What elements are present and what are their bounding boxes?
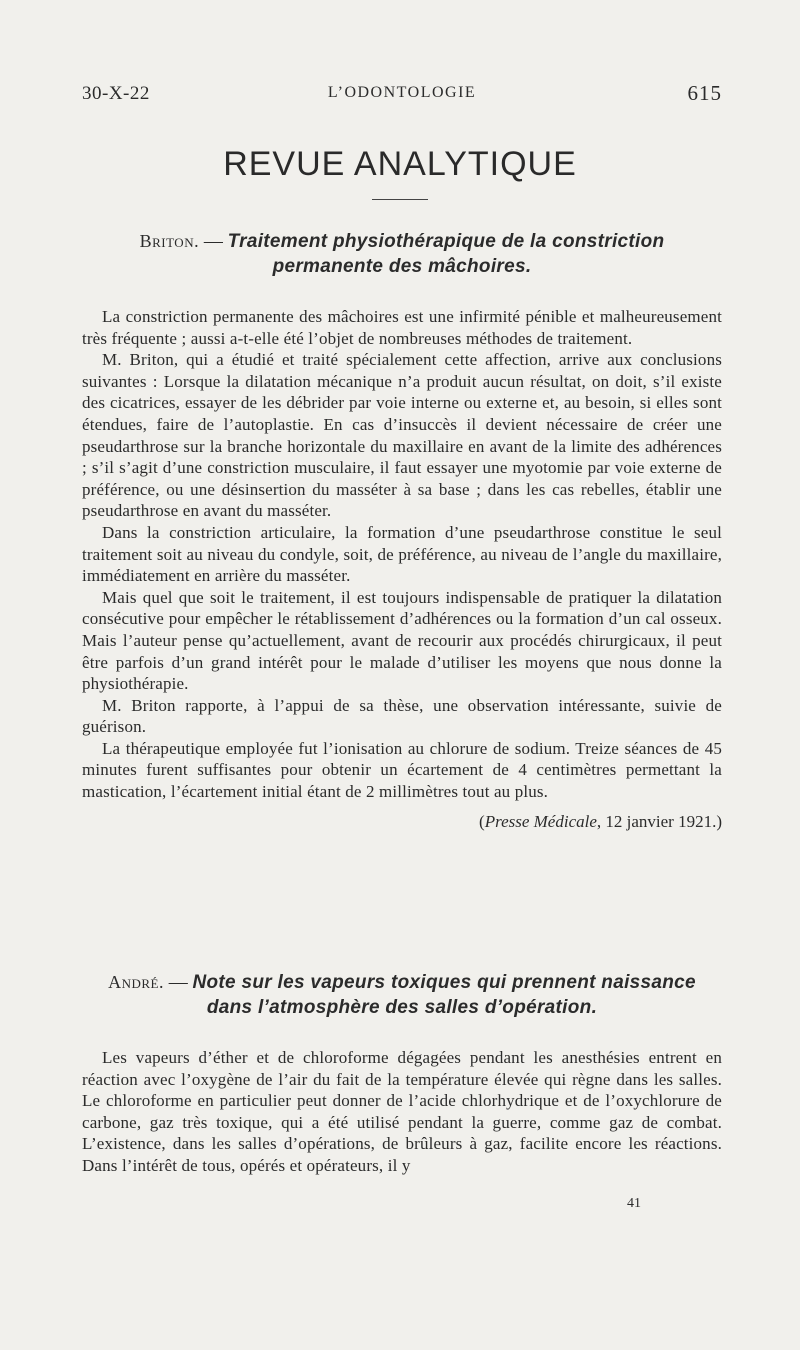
section-title: REVUE ANALYTIQUE bbox=[223, 145, 577, 183]
article-andre bbox=[82, 970, 722, 1177]
article-body bbox=[82, 1047, 722, 1177]
article-author: André. bbox=[108, 972, 164, 992]
article-author: Briton. bbox=[139, 231, 200, 251]
article-heading bbox=[82, 970, 722, 1020]
citation-journal: Presse Médicale bbox=[484, 811, 597, 831]
paragraph: Dans la constriction articulaire, la formation d’une pseudarthrose constitue le seul traitement soit au niveau du condyle, soit, de préférence, au niveau de l’angle du maxillaire, immédiatement en arrière du masséter. bbox=[82, 522, 722, 586]
article-heading-line1 bbox=[82, 229, 722, 254]
paragraph: La constriction permanente des mâchoires est une infirmité pénible et malheureusement très fréquente ; aussi a-t-elle été l’objet de nombreuses méthodes de traitement. bbox=[82, 307, 722, 348]
folio-number: 41 bbox=[627, 1196, 641, 1211]
paragraph: La thérapeutique employée fut l’ionisation au chlorure de sodium. Treize séances de 45 minutes furent suffisantes pour obtenir un écartement de 4 centimètres permettant la mastication, l’écartement initial étant de 2 millimètres tout au plus. bbox=[82, 738, 722, 802]
citation-date: , 12 janvier 1921.) bbox=[596, 811, 722, 831]
page-number: 615 bbox=[687, 81, 722, 105]
paragraph: Mais quel que soit le traitement, il est toujours indispensable de pratiquer la dilatation consécutive pour empêcher le rétablissement d’adhérences ou la formation d’un cal osseux. Mais l’auteur pense qu’actuellement, avant de recourir aux procédés chirurgicaux, il peut être parfois d’un grand intérêt pour le malade d’utiliser les moyens que nous donne la physiothérapie. bbox=[82, 587, 722, 694]
article-heading-line1 bbox=[82, 970, 722, 995]
article-title-line2: dans l’atmosphère des salles d’opération. bbox=[206, 997, 598, 1018]
paragraph: Les vapeurs d’éther et de chloroforme dégagées pendant les anesthésies entrent en réaction avec l’oxygène de l’air du fait de la température élevée qui règne dans les salles. Le chloroforme en particulier peut donner de l’acide chlorhydrique et de l’oxychlorure de carbone, gaz très toxique, qui a été utilisé pendant la guerre, comme gaz de combat. L’existence, dans les salles d’opérations, de brûleurs à gaz, facilite encore les réactions. Dans l’intérêt de tous, opérés et opérateurs, il y bbox=[82, 1048, 722, 1175]
article-title-line1: Note sur les vapeurs toxiques qui prennent naissance bbox=[192, 972, 696, 993]
article-body bbox=[82, 306, 722, 803]
article-briton bbox=[82, 229, 722, 833]
article-title-line2: permanente des mâchoires. bbox=[272, 256, 532, 277]
citation-open: ( bbox=[479, 811, 485, 831]
article-title-line1: Traitement physiothérapique de la constriction bbox=[227, 231, 665, 252]
title-divider bbox=[372, 199, 428, 200]
paragraph: M. Briton rapporte, à l’appui de sa thèse, une observation intéressante, suivie de guérison. bbox=[82, 695, 722, 737]
journal-name: L’ODONTOLOGIE bbox=[327, 84, 477, 101]
running-head bbox=[82, 83, 722, 111]
citation bbox=[82, 811, 722, 833]
paragraph: M. Briton, qui a étudié et traité spécialement cette affection, arrive aux conclusions suivantes : Lorsque la dilatation mécanique n’a produit aucun résultat, on doit, s’il existe des cicatrices, essayer de les débrider par voie interne ou externe et, au besoin, si elles sont étendues, faire de l’autoplastie. En cas d’insuccès il devient nécessaire de créer une pseudarthrose sur la branche horizontale du maxillaire en avant de la limite des adhérences ; s’il s’agit d’une constriction musculaire, il faut essayer une myotomie par voie externe de préférence, ou une désinsertion du masséter à sa base ; dans les cas rebelles, établir une pseudarthrose en avant du masséter. bbox=[82, 350, 722, 521]
heading-dash: — bbox=[163, 972, 193, 993]
heading-dash: — bbox=[199, 231, 228, 252]
article-heading bbox=[82, 229, 722, 279]
issue-date: 30-X-22 bbox=[82, 83, 150, 104]
